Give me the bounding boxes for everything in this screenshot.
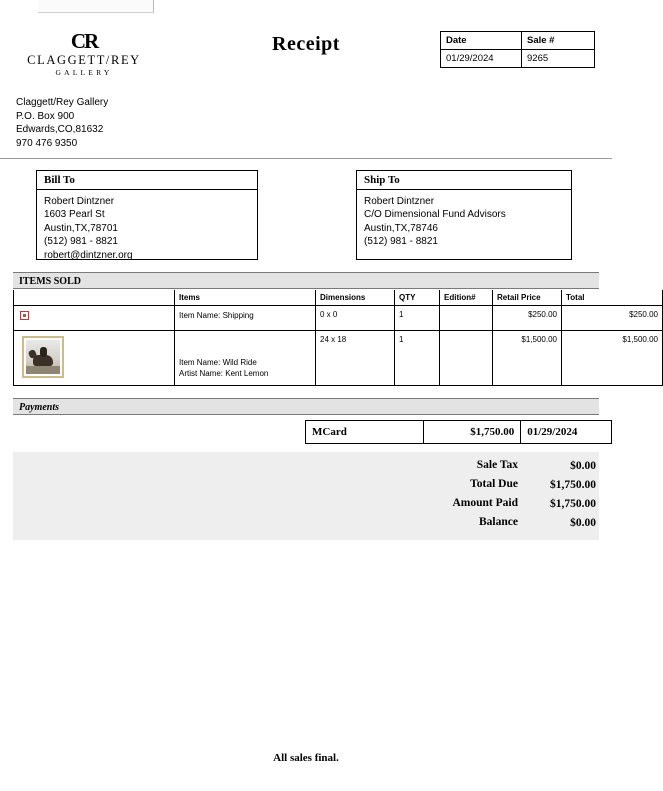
ship-to-company: C/O Dimensional Fund Advisors <box>364 209 506 221</box>
scan-corner-artifact <box>38 0 154 13</box>
row-qty: 1 <box>395 306 440 331</box>
items-table-header-row <box>14 290 663 306</box>
item-name: Item Name: Wild Ride <box>179 358 257 367</box>
row-retail-price: $250.00 <box>493 306 562 331</box>
total-due-value: $1,750.00 <box>550 478 596 491</box>
row-retail-price: $1,500.00 <box>493 331 562 386</box>
header-divider <box>0 158 612 159</box>
ship-to-title: Ship To <box>357 171 571 190</box>
footer-note: All sales final. <box>273 752 339 764</box>
ship-to-phone: (512) 981 - 8821 <box>364 236 438 248</box>
sale-tax-label: Sale Tax <box>476 459 518 471</box>
column-items: Items <box>175 290 316 306</box>
totals-table <box>426 456 596 532</box>
row-item-cell <box>175 331 316 386</box>
column-edition: Edition# <box>440 290 493 306</box>
column-image <box>14 290 175 306</box>
bill-to-city-state-zip: Austin,TX,78701 <box>44 222 118 234</box>
bill-to-box <box>36 170 258 260</box>
receipt-meta-table <box>440 31 595 68</box>
column-qty: QTY <box>395 290 440 306</box>
row-edition <box>440 331 493 386</box>
page-title: Receipt <box>272 33 340 55</box>
artwork-ground <box>26 366 60 374</box>
seller-address <box>16 96 108 150</box>
sale-number-header: Sale # <box>522 32 595 50</box>
bill-to-street: 1603 Pearl St <box>44 209 105 221</box>
artwork-thumbnail <box>22 336 64 378</box>
balance-value: $0.00 <box>570 516 596 529</box>
logo-name: CLAGGETT/REY <box>27 53 141 67</box>
row-thumbnail-cell <box>14 306 175 331</box>
row-edition <box>440 306 493 331</box>
row-total: $250.00 <box>562 306 663 331</box>
balance-label: Balance <box>479 516 518 528</box>
artwork-rider <box>40 347 47 357</box>
sale-number-value: 9265 <box>522 50 595 68</box>
seller-name: Claggett/Rey Gallery <box>16 97 109 108</box>
row-item-cell <box>175 306 316 331</box>
totals-row-balance <box>426 513 596 532</box>
amount-paid-label: Amount Paid <box>452 497 518 509</box>
ship-to-city-state-zip: Austin,TX,78746 <box>364 222 438 234</box>
total-due-label: Total Due <box>470 478 518 490</box>
bill-to-email: robert@dintzner.org <box>44 249 133 261</box>
bill-to-phone: (512) 981 - 8821 <box>44 236 118 248</box>
column-retail-price: Retail Price <box>493 290 562 306</box>
seller-city-state-zip: Edwards,CO,81632 <box>16 124 104 136</box>
payment-amount: $1,750.00 <box>424 421 521 444</box>
totals-row-total-due <box>426 475 596 494</box>
payments-heading: Payments <box>13 398 599 415</box>
seller-street: P.O. Box 900 <box>16 110 75 122</box>
payment-method: MCard <box>306 421 424 444</box>
row-dimensions: 24 x 18 <box>316 331 395 386</box>
payments-table <box>305 420 612 444</box>
payment-date: 01/29/2024 <box>521 421 612 444</box>
missing-image-icon <box>20 311 29 320</box>
row-thumbnail-cell <box>14 331 175 386</box>
date-header: Date <box>441 32 522 50</box>
amount-paid-value: $1,750.00 <box>550 497 596 510</box>
sale-tax-value: $0.00 <box>570 459 596 472</box>
payment-row <box>306 421 612 444</box>
items-table <box>13 290 663 386</box>
column-dimensions: Dimensions <box>316 290 395 306</box>
totals-row-sale-tax <box>426 456 596 475</box>
ship-to-body <box>357 190 571 249</box>
ship-to-box <box>356 170 572 260</box>
logo-monogram: CR <box>70 29 98 53</box>
row-total: $1,500.00 <box>562 331 663 386</box>
row-qty: 1 <box>395 331 440 386</box>
totals-row-amount-paid <box>426 494 596 513</box>
ship-to-name: Robert Dintzner <box>364 196 435 207</box>
items-sold-heading: ITEMS SOLD <box>13 272 599 289</box>
item-name: Item Name: Shipping <box>179 311 254 320</box>
seller-phone: 970 476 9350 <box>16 137 78 149</box>
bill-to-body <box>37 190 257 262</box>
bill-to-name: Robert Dintzner <box>44 196 115 207</box>
bill-to-title: Bill To <box>37 171 257 190</box>
table-row <box>14 331 663 386</box>
artist-name: Artist Name: Kent Lemon <box>179 369 269 378</box>
date-value: 01/29/2024 <box>441 50 522 68</box>
logo-subtitle: GALLERY <box>55 68 113 77</box>
column-total: Total <box>562 290 663 306</box>
row-dimensions: 0 x 0 <box>316 306 395 331</box>
table-row <box>14 306 663 331</box>
